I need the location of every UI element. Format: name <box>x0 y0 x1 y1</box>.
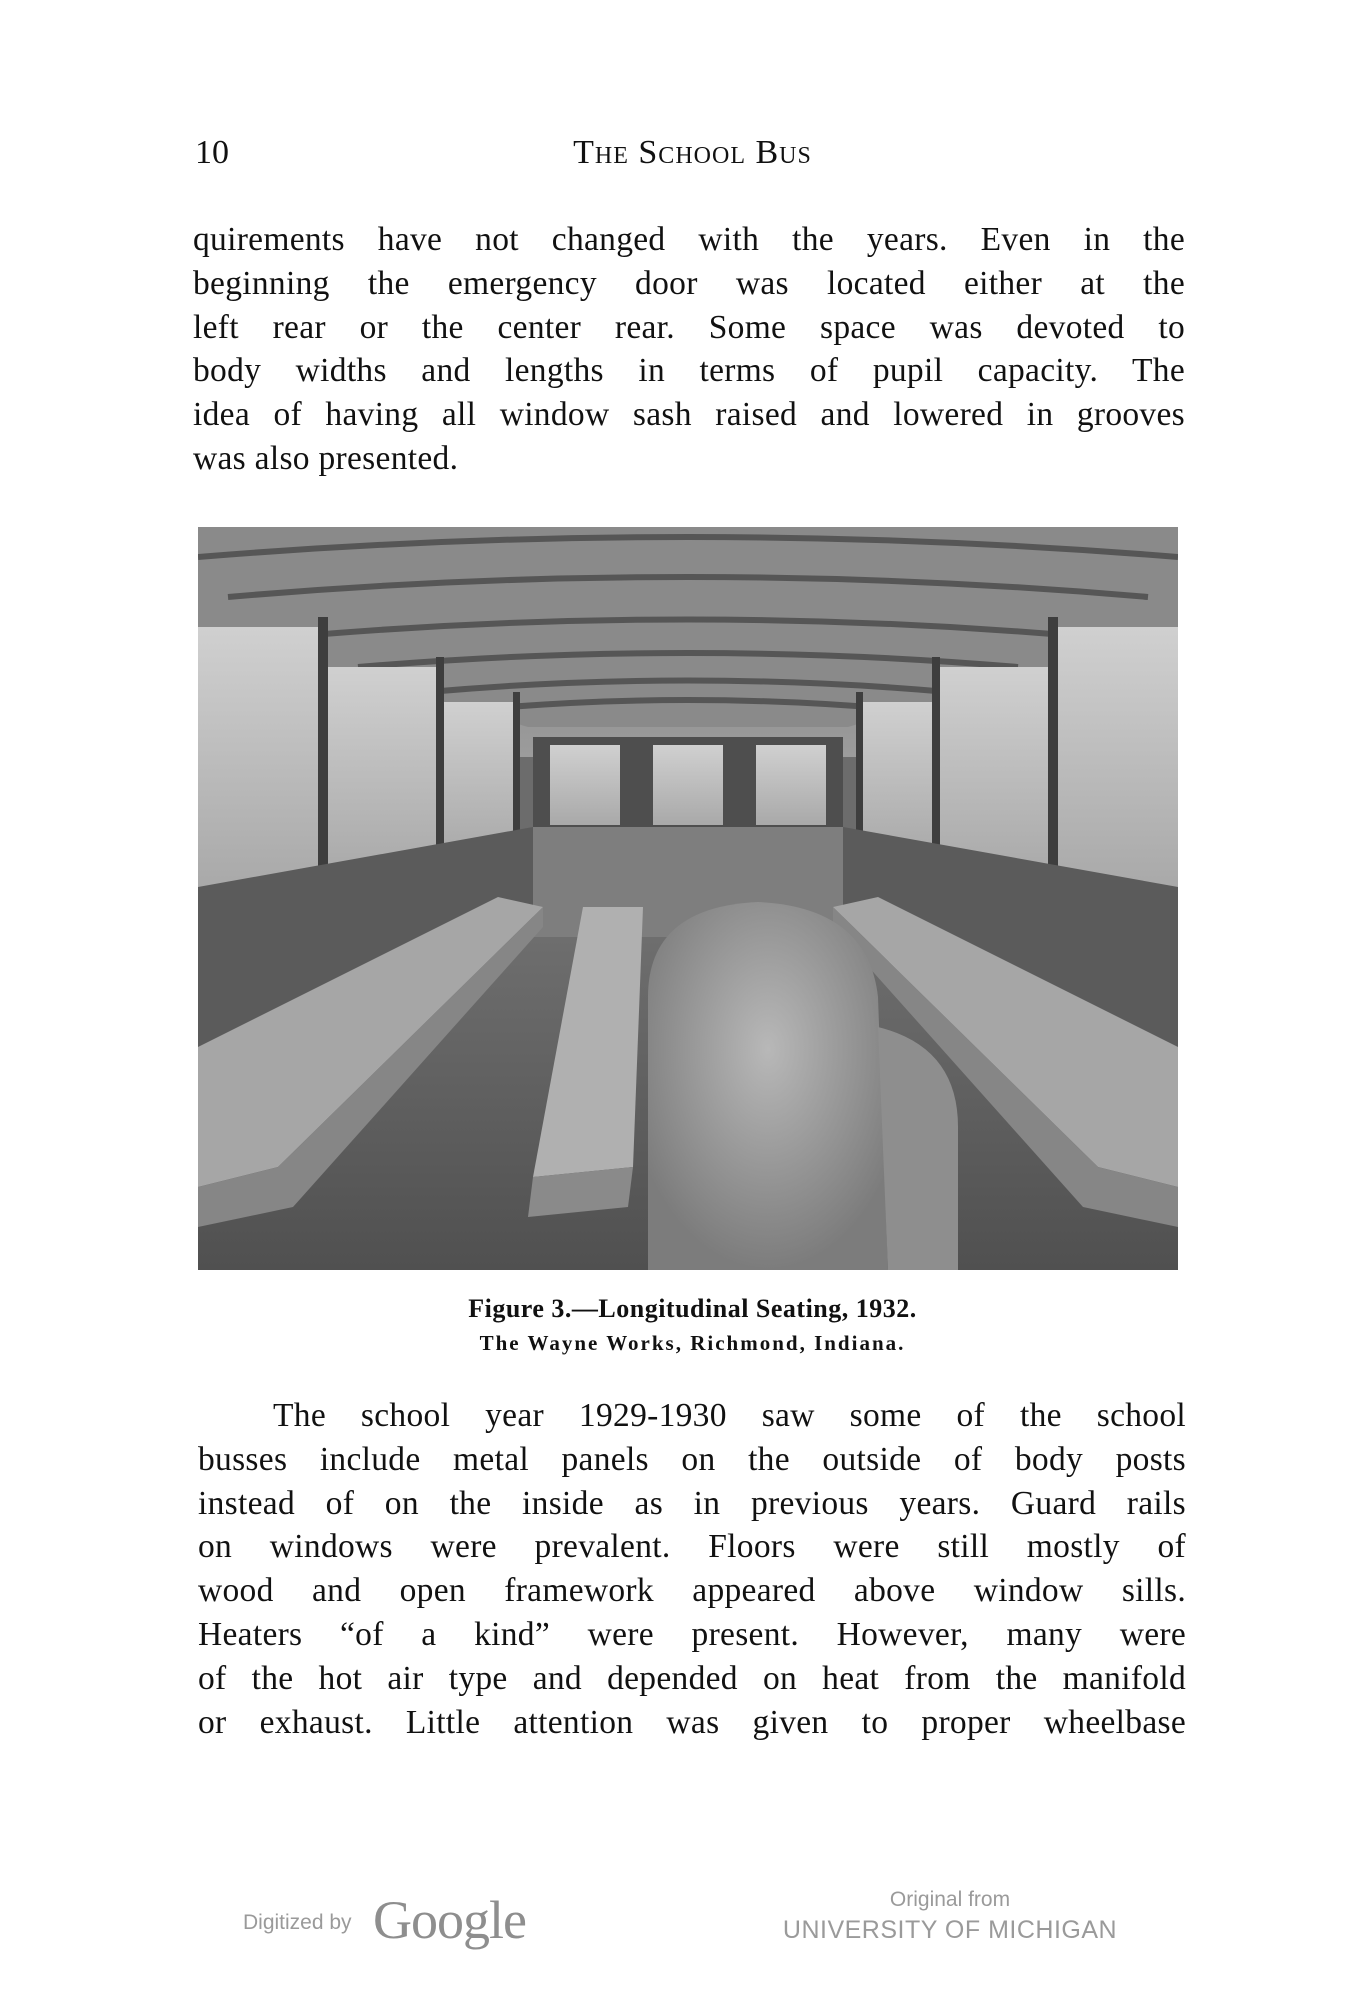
text-line: left rear or the center rear. Some space was devoted to <box>193 308 1185 346</box>
page-number: 10 <box>195 134 229 171</box>
text-line: busses include metal panels on the outside of body posts <box>198 1440 1186 1478</box>
figure-credit: The Wayne Works, Richmond, Indiana. <box>479 1331 906 1355</box>
bus-interior-photo <box>198 527 1178 1270</box>
text-line: Heaters “of a kind” were present. However, many were <box>198 1615 1186 1653</box>
digitized-by-label: Digitized by <box>243 1911 352 1934</box>
university-label: UNIVERSITY OF MICHIGAN <box>782 1916 1118 1944</box>
text-line: beginning the emergency door was located either at the <box>193 264 1185 302</box>
text-line: instead of on the inside as in previous years. Guard rails <box>198 1484 1186 1522</box>
running-head <box>195 134 1190 178</box>
google-logo: Google <box>373 1890 526 1950</box>
text-line: or exhaust. Little attention was given to proper wheelbase <box>198 1703 1186 1741</box>
running-title: The School Bus <box>573 134 812 171</box>
text-line: body widths and lengths in terms of pupil capacity. The <box>193 352 1185 390</box>
text-line: wood and open framework appeared above window sills. <box>198 1572 1186 1610</box>
text-line: quirements have not changed with the years. Even in the <box>193 221 1185 258</box>
text-line: was also presented. <box>193 439 459 477</box>
text-line: The school year 1929-1930 saw some of the school <box>273 1397 1186 1434</box>
text-line: of the hot air type and depended on heat from the manifold <box>198 1659 1186 1697</box>
figure-caption: Figure 3.—Longitudinal Seating, 1932. <box>468 1294 917 1323</box>
text-line: on windows were prevalent. Floors were still mostly of <box>198 1528 1186 1566</box>
paragraph-continued <box>193 218 1185 481</box>
original-from-label: Original from <box>889 1888 1011 1911</box>
source-watermark <box>780 1888 1120 1945</box>
paragraph <box>198 1394 1186 1744</box>
text-line: idea of having all window sash raised and lowered in grooves <box>193 396 1185 434</box>
